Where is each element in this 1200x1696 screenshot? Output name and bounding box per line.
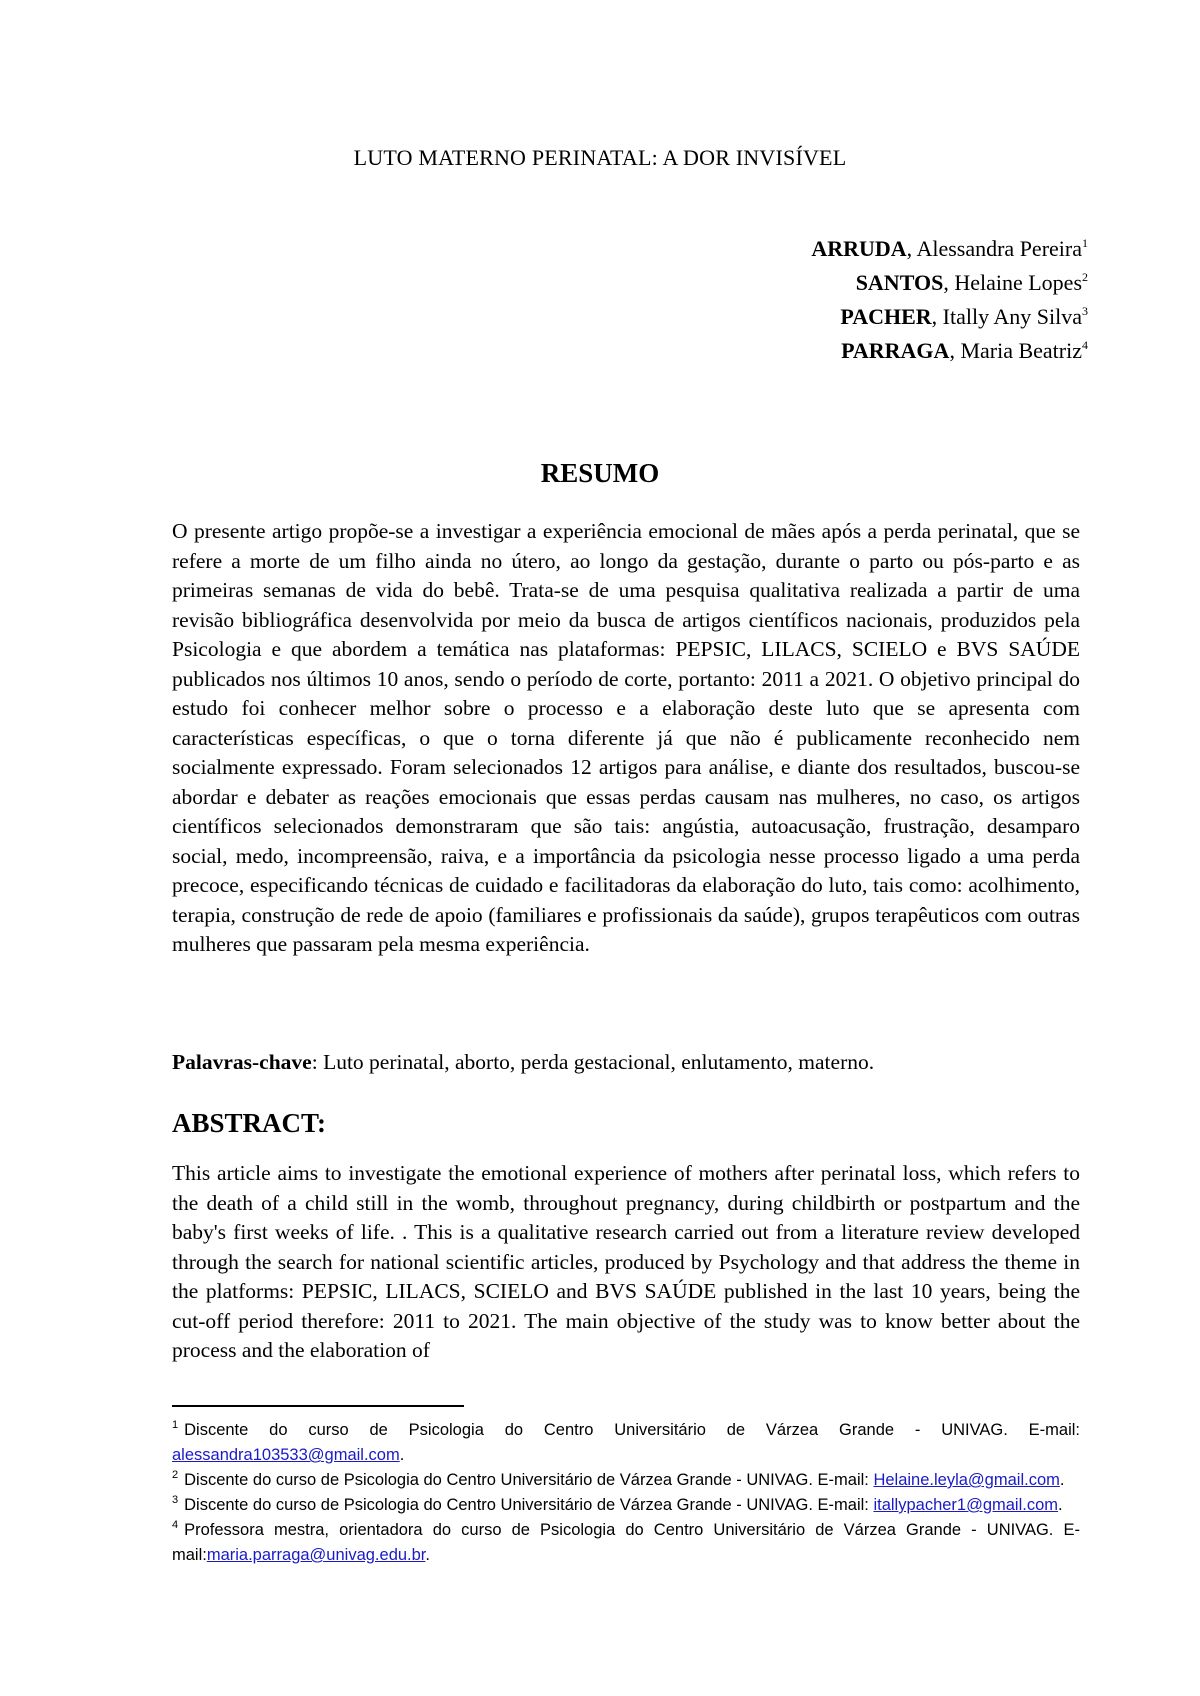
keywords-label: Palavras-chave <box>172 1050 312 1074</box>
footnote-email-link[interactable]: Helaine.leyla@gmail.com <box>873 1471 1060 1489</box>
footnote <box>172 1418 1080 1468</box>
footnote-end: . <box>399 1446 405 1464</box>
footnote-end: . <box>425 1546 430 1564</box>
footnote <box>172 1493 1080 1518</box>
author-line <box>811 334 1088 368</box>
document-title: LUTO MATERNO PERINATAL: A DOR INVISÍVEL <box>353 145 847 170</box>
author-line <box>811 266 1088 300</box>
author-surname: PACHER <box>840 304 932 329</box>
abstract-paragraph: This article aims to investigate the emotional experience of mothers after perinatal loss, which refers to the death of a child still in the womb, throughout pregnancy, during childbirth or postpartum and the baby's first weeks of life. . This is a qualitative research carried out from a literature review developed through the search for national scientific articles, produced by Psychology and that address the theme in the platforms: PEPSIC, LILACS, SCIELO and BVS SAÚDE published in the last 10 years, being the cut-off period therefore: 2011 to 2021. The main objective of the study was to know better about the process and the elaboration of <box>172 1161 1080 1362</box>
footnote-text: Professora mestra, orientadora do curso de Psicologia do Centro Universitário de Várzea Grande - UNIVAG. <box>184 1521 1064 1539</box>
footnote-email-link[interactable]: itallypacher1@gmail.com <box>873 1496 1059 1514</box>
footnote-marker[interactable]: 4 <box>1082 338 1088 352</box>
author-surname: PARRAGA <box>841 338 950 363</box>
author-line <box>811 300 1088 334</box>
author-given-name: , Maria Beatriz <box>949 338 1082 363</box>
footnote-number: 1 <box>172 1419 179 1431</box>
abstract-heading: ABSTRACT: <box>172 1108 327 1138</box>
footnote-text: Discente do curso de Psicologia do Centro Universitário de Várzea Grande - UNIVAG. E-mail: <box>184 1471 874 1489</box>
footnote <box>172 1468 1080 1493</box>
author-surname: SANTOS <box>855 270 944 295</box>
footnote-separator <box>172 1405 464 1407</box>
footnote-email-link[interactable]: alessandra103533@gmail.com <box>172 1446 400 1464</box>
footnote-marker[interactable]: 1 <box>1082 236 1088 250</box>
footnote-number: 3 <box>172 1494 179 1506</box>
author-given-name: , Helaine Lopes <box>943 270 1082 295</box>
author-list <box>811 232 1088 368</box>
footnote-marker[interactable]: 3 <box>1082 304 1088 318</box>
footnote-end: . <box>1059 1471 1065 1489</box>
footnote-text: Discente do curso de Psicologia do Centro Universitário de Várzea Grande - UNIVAG. E-mail: <box>184 1496 874 1514</box>
author-surname: ARRUDA <box>811 236 907 261</box>
resumo-heading: RESUMO <box>540 458 660 488</box>
keywords-line <box>172 1050 1080 1075</box>
author-given-name: , Alessandra Pereira <box>906 236 1082 261</box>
footnotes <box>172 1418 1080 1568</box>
footnote-email-prefix: E-mail: <box>172 1521 1080 1564</box>
footnote-email-link[interactable]: maria.parraga@univag.edu.br <box>206 1546 426 1564</box>
resumo-paragraph: O presente artigo propõe-se a investigar a experiência emocional de mães após a perda perinatal, que se refere a morte de um filho ainda no útero, ao longo da gestação, durante o parto ou pós-parto e as primeiras semanas de vida do bebê. Trata-se de uma pesquisa qualitativa realizada a partir de uma revisão bibliográfica desenvolvida por meio da busca de artigos científicos nacionais, produzidos pela Psicologia e que abordem a temática nas plataformas: PEPSIC, LILACS, SCIELO e BVS SAÚDE publicados nos últimos 10 anos, sendo o período de corte, portanto: 2011 a 2021. O objetivo principal do estudo foi conhecer melhor sobre o processo e a elaboração deste luto que se apresenta com características específicas, o que o torna diferente já que não é publicamente reconhecido nem socialmente expressado. Foram selecionados 12 artigos para análise, e diante dos resultados, buscou-se abordar e debater as reações emocionais que essas perdas causam nas mulheres, no caso, os artigos científicos selecionados demonstraram que são tais: angústia, autoacusação, frustração, desamparo social, medo, incompreensão, raiva, e a importância da psicologia nesse processo ligado a uma perda precoce, especificando técnicas de cuidado e facilitadoras da elaboração do luto, tais como: acolhimento, terapia, construção de rede de apoio (familiares e profissionais da saúde), grupos terapêuticos com outras mulheres que passaram pela mesma experiência. <box>172 519 1080 956</box>
footnote-text: Discente do curso de Psicologia do Centro Universitário de Várzea Grande - UNIVAG. E-mail: <box>184 1421 1080 1439</box>
footnote-marker[interactable]: 2 <box>1082 270 1088 284</box>
footnote <box>172 1518 1080 1568</box>
author-given-name: , Itally Any Silva <box>931 304 1082 329</box>
keywords-text: : Luto perinatal, aborto, perda gestacional, enlutamento, materno. <box>311 1050 875 1074</box>
footnote-end: . <box>1058 1496 1063 1514</box>
footnote-number: 2 <box>172 1469 179 1481</box>
author-line <box>811 232 1088 266</box>
footnote-number: 4 <box>172 1519 179 1531</box>
